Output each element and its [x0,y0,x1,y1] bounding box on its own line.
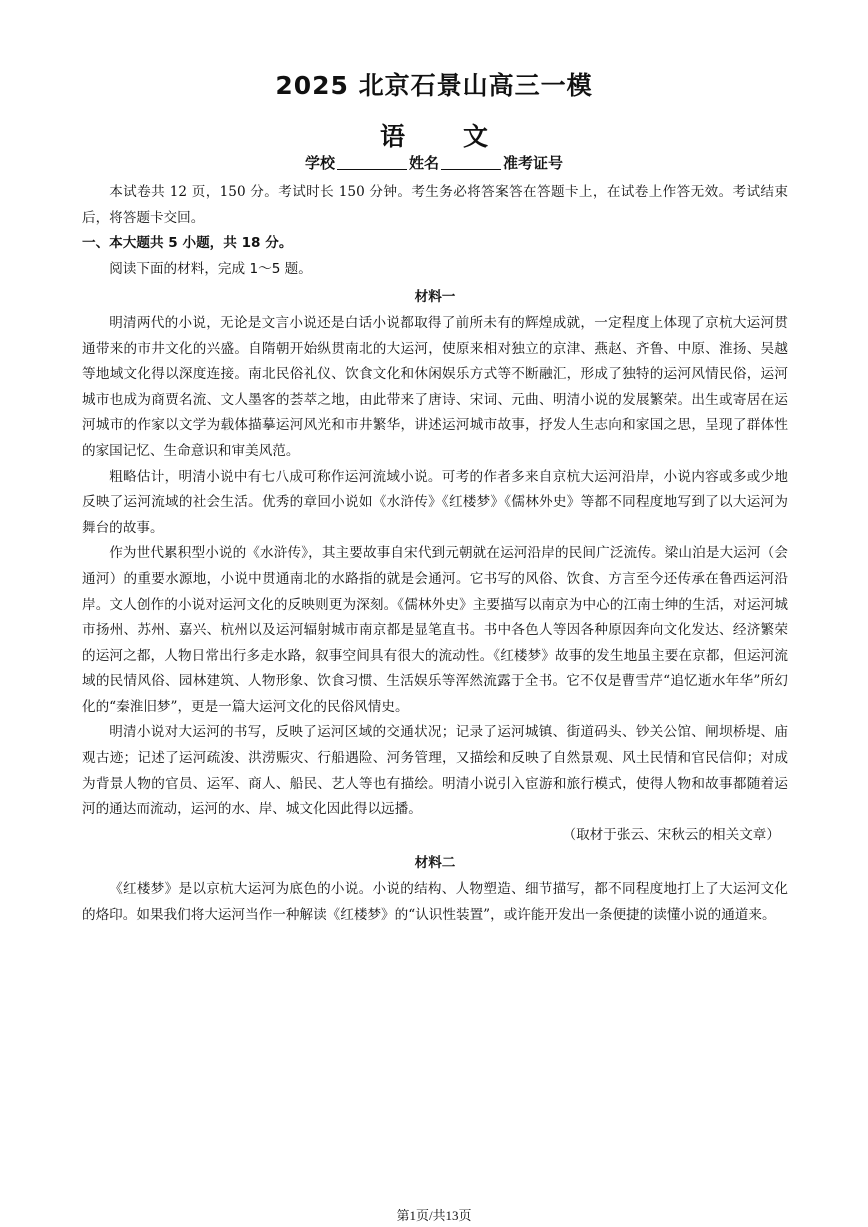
material-two-title: 材料二 [414,855,456,872]
name-label: 姓名 [408,154,439,172]
exam-title: 2025 北京石景山高三一模 [275,71,593,100]
school-label: 学校 [304,154,335,172]
page-indicator: 第1页/共13页 [396,1208,472,1223]
material-one-title: 材料一 [414,289,456,306]
subject-char-2: 文 [463,122,489,151]
material-one-paragraph: 作为世代累积型小说的《水浒传》，其主要故事自宋代到元朝就在运河沿岸的民间广泛流传。梁山泊是大运河（会通河）的重要水源地，小说中贯通南北的水路指的就是会通河。它书写的风俗、饮食、方言至今还传承在鲁西运河沿岸。文人创作的小说对运河文化的反映则更为深刻。《儒林外史》主要描写以南京为中心的江南士绅的生活，对运河城市扬州、苏州、嘉兴、杭州以及运河辐射城市南京都是显笔直书。书中各色人等因各种原因奔向文化发达、经济繁荣的运河之都，人物日常出行多走水路，叙事空间具有很大的流动性。《红楼梦》故事的发生地虽主要在京都，但运河流域的民情风俗、园林建筑、人物形象、饮食习惯、生活娱乐等浑然流露于全书。它不仅是曹雪芹“追忆逝水年华”所幻化的“秦淮旧梦”，更是一篇大运河文化的民俗风情史。 [82,545,788,715]
id-label: 准考证号 [503,154,564,172]
name-blank [441,155,501,170]
section-heading: 一、本大题共 5 小题，共 18 分。 [82,235,293,252]
material-two-paragraph: 《红楼梦》是以京杭大运河为底色的小说。小说的结构、人物塑造、细节描写，都不同程度地打上了大运河文化的烙印。如果我们将大运河当作一种解读《红楼梦》的“认识性装置”，或许能开发出一条便捷的读懂小说的通道来。 [82,881,788,923]
material-one-paragraph: 粗略估计，明清小说中有七八成可称作运河流域小说。可考的作者多来自京杭大运河沿岸，小说内容或多或少地反映了运河流域的社会生活。优秀的章回小说如《水浒传》《红楼梦》《儒林外史》等都不同程度地写到了以大运河为舞台的故事。 [82,468,788,536]
reading-prompt: 阅读下面的材料，完成 1～5 题。 [109,260,312,277]
subject-char-1: 语 [379,122,405,151]
subject-title [0,117,868,153]
exam-instructions: 本试卷共 12 页，150 分。考试时长 150 分钟。考生务必将答案答在答题卡上，在试卷上作答无效。考试结束后，将答题卡交回。 [82,184,788,226]
material-one-paragraph: 明清小说对大运河的书写，反映了运河区域的交通状况；记录了运河城镇、街道码头、钞关公馆、闸坝桥堤、庙观古迹；记述了运河疏浚、洪涝赈灾、行船遇险、河务管理，又描绘和反映了自然景观、风土民情和官民信仰；对成为背景人物的官员、运军、商人、船民、艺人等也有描绘。明清小说引入宦游和旅行模式，使得人物和故事都随着运河的通达而流动，运河的水、岸、城文化因此得以远播。 [82,724,788,818]
exam-body [82,180,788,928]
material-one-source: （取材于张云、宋秋云的相关文章） [562,826,780,843]
student-info-line [0,152,868,173]
school-blank [337,155,407,170]
material-one-paragraph: 明清两代的小说，无论是文言小说还是白话小说都取得了前所未有的辉煌成就，一定程度上体现了京杭大运河贯通带来的市井文化的兴盛。自隋朝开始纵贯南北的大运河，使原来相对独立的京津、燕赵、齐鲁、中原、淮扬、吴越等地域文化得以深度连接。南北民俗礼仪、饮食文化和休闲娱乐方式等不断融汇，形成了独特的运河风情民俗，运河城市也成为商贾名流、文人墨客的荟萃之地，由此带来了唐诗、宋词、元曲、明清小说的发展繁荣。出生或寄居在运河城市的作家以文学为载体描摹运河风光和市井繁华，讲述运河城市故事，抒发人生志向和家国之思，呈现了群体性的家国记忆、生命意识和审美风范。 [82,314,788,459]
